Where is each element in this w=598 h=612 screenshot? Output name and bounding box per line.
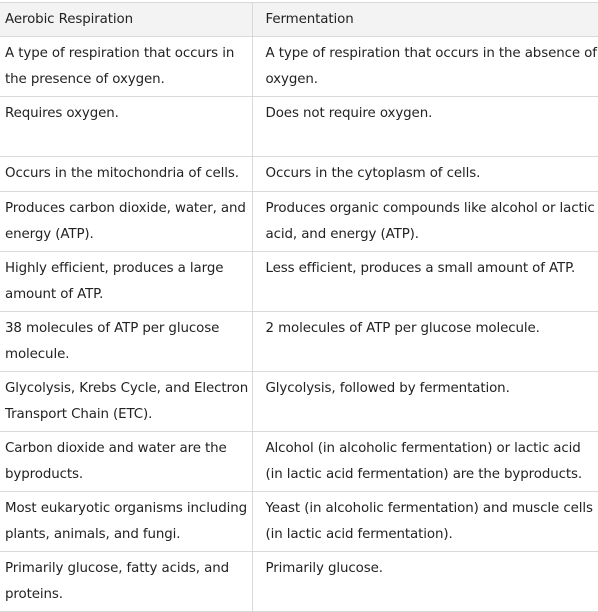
table-cell: A type of respiration that occurs in the absence of oxygen. <box>252 37 598 97</box>
table-cell: Requires oxygen. <box>0 97 252 157</box>
header-row <box>0 3 598 37</box>
table-cell: Highly efficient, produces a large amount of ATP. <box>0 252 252 312</box>
table-row <box>0 552 598 612</box>
table-row <box>0 37 598 97</box>
table-row <box>0 312 598 372</box>
table-row <box>0 492 598 552</box>
table-row <box>0 192 598 252</box>
table-cell: Glycolysis, followed by fermentation. <box>252 372 598 432</box>
table-cell: 2 molecules of ATP per glucose molecule. <box>252 312 598 372</box>
table-cell: Occurs in the cytoplasm of cells. <box>252 157 598 192</box>
table-cell: Primarily glucose, fatty acids, and proteins. <box>0 552 252 612</box>
table-cell: Produces organic compounds like alcohol or lactic acid, and energy (ATP). <box>252 192 598 252</box>
table-row <box>0 97 598 157</box>
table-cell: Produces carbon dioxide, water, and energy (ATP). <box>0 192 252 252</box>
column-header-aerobic: Aerobic Respiration <box>0 3 252 37</box>
table-row <box>0 372 598 432</box>
table-row <box>0 432 598 492</box>
table-row <box>0 157 598 192</box>
table-header <box>0 3 598 37</box>
table-cell: Yeast (in alcoholic fermentation) and muscle cells (in lactic acid fermentation). <box>252 492 598 552</box>
table-cell: A type of respiration that occurs in the presence of oxygen. <box>0 37 252 97</box>
table-cell: Does not require oxygen. <box>252 97 598 157</box>
table-cell: 38 molecules of ATP per glucose molecule. <box>0 312 252 372</box>
table-row <box>0 252 598 312</box>
table-cell: Glycolysis, Krebs Cycle, and Electron Transport Chain (ETC). <box>0 372 252 432</box>
table-cell: Alcohol (in alcoholic fermentation) or lactic acid (in lactic acid fermentation) are the byproducts. <box>252 432 598 492</box>
table-body <box>0 37 598 612</box>
column-header-fermentation: Fermentation <box>252 3 598 37</box>
table-cell: Primarily glucose. <box>252 552 598 612</box>
comparison-table <box>0 2 598 612</box>
table-cell: Most eukaryotic organisms including plants, animals, and fungi. <box>0 492 252 552</box>
table-cell: Occurs in the mitochondria of cells. <box>0 157 252 192</box>
table-cell: Carbon dioxide and water are the byproducts. <box>0 432 252 492</box>
table-cell: Less efficient, produces a small amount of ATP. <box>252 252 598 312</box>
